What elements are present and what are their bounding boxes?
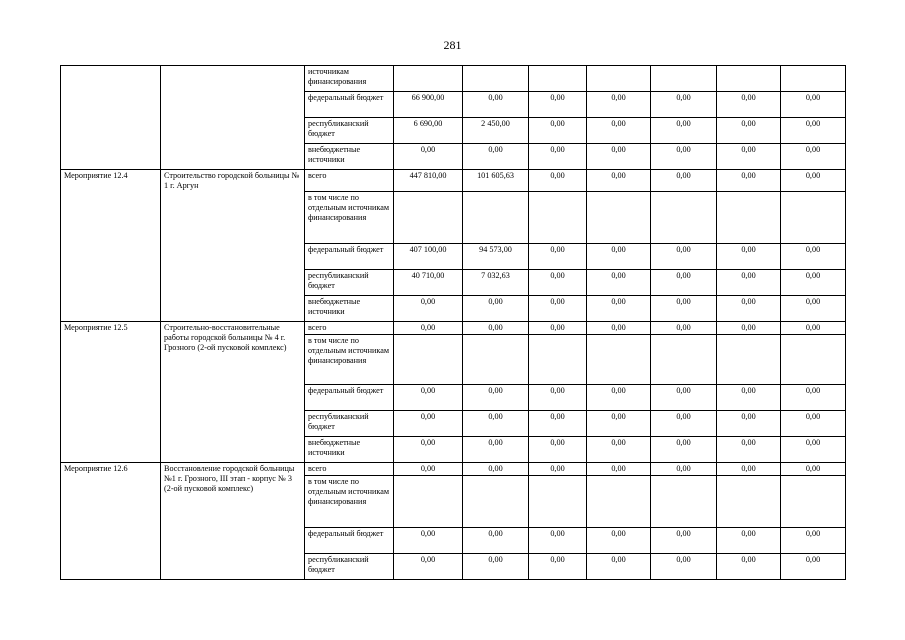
value-cell: 0,00 bbox=[781, 554, 846, 580]
value-cell: 0,00 bbox=[651, 322, 717, 335]
value-cell bbox=[651, 192, 717, 244]
value-cell bbox=[587, 66, 651, 92]
table-row bbox=[61, 463, 846, 476]
value-cell: 0,00 bbox=[394, 144, 463, 170]
value-cell: 7 032,63 bbox=[463, 270, 529, 296]
value-cell: 0,00 bbox=[587, 554, 651, 580]
value-cell bbox=[463, 335, 529, 385]
value-cell: 0,00 bbox=[587, 322, 651, 335]
source-label: в том числе по отдельным источникам финансирования bbox=[305, 335, 394, 385]
value-cell: 0,00 bbox=[463, 92, 529, 118]
budget-table-body bbox=[61, 66, 846, 580]
page-number: 281 bbox=[443, 38, 462, 52]
value-cell: 0,00 bbox=[717, 554, 781, 580]
value-cell: 0,00 bbox=[781, 528, 846, 554]
value-cell bbox=[717, 66, 781, 92]
value-cell: 0,00 bbox=[463, 296, 529, 322]
value-cell: 0,00 bbox=[717, 411, 781, 437]
source-label: республиканский бюджет bbox=[305, 270, 394, 296]
value-cell: 0,00 bbox=[717, 296, 781, 322]
value-cell: 0,00 bbox=[781, 463, 846, 476]
value-cell: 0,00 bbox=[651, 118, 717, 144]
value-cell bbox=[587, 335, 651, 385]
measure-name-cell bbox=[161, 66, 305, 170]
value-cell: 407 100,00 bbox=[394, 244, 463, 270]
source-label: внебюджетные источники bbox=[305, 437, 394, 463]
value-cell bbox=[717, 335, 781, 385]
value-cell: 0,00 bbox=[717, 244, 781, 270]
value-cell: 0,00 bbox=[463, 528, 529, 554]
value-cell bbox=[394, 66, 463, 92]
measure-name-cell: Строительство городской больницы № 1 г. Аргун bbox=[161, 170, 305, 322]
value-cell: 0,00 bbox=[529, 463, 587, 476]
value-cell: 94 573,00 bbox=[463, 244, 529, 270]
value-cell: 0,00 bbox=[587, 92, 651, 118]
value-cell: 0,00 bbox=[781, 322, 846, 335]
value-cell: 0,00 bbox=[651, 244, 717, 270]
value-cell bbox=[587, 476, 651, 528]
value-cell: 0,00 bbox=[394, 437, 463, 463]
source-label: федеральный бюджет bbox=[305, 244, 394, 270]
value-cell: 0,00 bbox=[394, 296, 463, 322]
value-cell bbox=[394, 192, 463, 244]
value-cell: 6 690,00 bbox=[394, 118, 463, 144]
value-cell bbox=[394, 335, 463, 385]
value-cell: 0,00 bbox=[587, 270, 651, 296]
value-cell: 0,00 bbox=[651, 411, 717, 437]
measure-cell: Мероприятие 12.5 bbox=[61, 322, 161, 463]
value-cell: 0,00 bbox=[529, 296, 587, 322]
value-cell: 0,00 bbox=[651, 270, 717, 296]
value-cell: 0,00 bbox=[781, 411, 846, 437]
measure-cell bbox=[61, 66, 161, 170]
value-cell: 0,00 bbox=[463, 322, 529, 335]
value-cell: 0,00 bbox=[587, 118, 651, 144]
value-cell bbox=[717, 476, 781, 528]
table-row bbox=[61, 170, 846, 192]
value-cell: 0,00 bbox=[587, 170, 651, 192]
value-cell: 0,00 bbox=[781, 118, 846, 144]
budget-table bbox=[60, 65, 846, 580]
value-cell: 0,00 bbox=[781, 270, 846, 296]
value-cell bbox=[651, 335, 717, 385]
value-cell: 0,00 bbox=[651, 385, 717, 411]
value-cell bbox=[463, 476, 529, 528]
value-cell: 0,00 bbox=[781, 296, 846, 322]
value-cell: 0,00 bbox=[717, 92, 781, 118]
value-cell: 0,00 bbox=[717, 322, 781, 335]
value-cell bbox=[529, 335, 587, 385]
value-cell: 0,00 bbox=[781, 385, 846, 411]
value-cell: 0,00 bbox=[651, 463, 717, 476]
value-cell: 0,00 bbox=[529, 92, 587, 118]
value-cell: 2 450,00 bbox=[463, 118, 529, 144]
value-cell: 0,00 bbox=[587, 144, 651, 170]
value-cell: 0,00 bbox=[463, 144, 529, 170]
value-cell: 0,00 bbox=[529, 118, 587, 144]
value-cell: 0,00 bbox=[463, 437, 529, 463]
value-cell: 0,00 bbox=[717, 437, 781, 463]
measure-cell: Мероприятие 12.6 bbox=[61, 463, 161, 580]
value-cell: 0,00 bbox=[781, 144, 846, 170]
value-cell: 0,00 bbox=[587, 528, 651, 554]
value-cell: 0,00 bbox=[587, 437, 651, 463]
source-label: республиканский бюджет bbox=[305, 411, 394, 437]
value-cell: 0,00 bbox=[394, 385, 463, 411]
value-cell: 0,00 bbox=[717, 170, 781, 192]
value-cell: 0,00 bbox=[651, 144, 717, 170]
value-cell bbox=[394, 476, 463, 528]
value-cell bbox=[781, 335, 846, 385]
value-cell: 0,00 bbox=[394, 322, 463, 335]
source-label: источникам финансирования bbox=[305, 66, 394, 92]
value-cell: 0,00 bbox=[529, 411, 587, 437]
value-cell: 0,00 bbox=[587, 385, 651, 411]
value-cell: 0,00 bbox=[587, 411, 651, 437]
value-cell: 0,00 bbox=[651, 528, 717, 554]
value-cell: 0,00 bbox=[717, 385, 781, 411]
table-row bbox=[61, 322, 846, 335]
source-label: в том числе по отдельным источникам финансирования bbox=[305, 192, 394, 244]
value-cell: 0,00 bbox=[717, 144, 781, 170]
value-cell: 0,00 bbox=[587, 463, 651, 476]
source-label: республиканский бюджет bbox=[305, 554, 394, 580]
value-cell: 0,00 bbox=[717, 528, 781, 554]
value-cell: 0,00 bbox=[394, 528, 463, 554]
value-cell: 0,00 bbox=[529, 554, 587, 580]
value-cell bbox=[717, 192, 781, 244]
value-cell: 0,00 bbox=[651, 554, 717, 580]
value-cell: 0,00 bbox=[463, 463, 529, 476]
value-cell: 0,00 bbox=[529, 144, 587, 170]
source-label: республиканский бюджет bbox=[305, 118, 394, 144]
value-cell: 0,00 bbox=[529, 385, 587, 411]
value-cell: 0,00 bbox=[587, 244, 651, 270]
value-cell: 0,00 bbox=[717, 463, 781, 476]
value-cell: 0,00 bbox=[717, 270, 781, 296]
value-cell bbox=[463, 66, 529, 92]
value-cell bbox=[529, 476, 587, 528]
measure-cell: Мероприятие 12.4 bbox=[61, 170, 161, 322]
source-label: федеральный бюджет bbox=[305, 528, 394, 554]
value-cell: 0,00 bbox=[781, 244, 846, 270]
source-label: в том числе по отдельным источникам финансирования bbox=[305, 476, 394, 528]
value-cell: 0,00 bbox=[717, 118, 781, 144]
value-cell: 0,00 bbox=[463, 411, 529, 437]
value-cell: 0,00 bbox=[651, 92, 717, 118]
source-label: всего bbox=[305, 463, 394, 476]
source-label: всего bbox=[305, 170, 394, 192]
value-cell: 0,00 bbox=[781, 437, 846, 463]
value-cell bbox=[529, 192, 587, 244]
value-cell: 0,00 bbox=[651, 296, 717, 322]
value-cell: 66 900,00 bbox=[394, 92, 463, 118]
value-cell: 0,00 bbox=[587, 296, 651, 322]
value-cell: 0,00 bbox=[651, 170, 717, 192]
value-cell bbox=[529, 66, 587, 92]
value-cell: 40 710,00 bbox=[394, 270, 463, 296]
source-label: федеральный бюджет bbox=[305, 385, 394, 411]
value-cell: 0,00 bbox=[394, 463, 463, 476]
value-cell: 447 810,00 bbox=[394, 170, 463, 192]
value-cell bbox=[781, 66, 846, 92]
value-cell bbox=[651, 476, 717, 528]
value-cell: 0,00 bbox=[529, 322, 587, 335]
value-cell: 0,00 bbox=[394, 411, 463, 437]
source-label: федеральный бюджет bbox=[305, 92, 394, 118]
value-cell: 0,00 bbox=[529, 170, 587, 192]
table-row bbox=[61, 66, 846, 92]
value-cell: 0,00 bbox=[394, 554, 463, 580]
value-cell: 0,00 bbox=[651, 437, 717, 463]
value-cell: 0,00 bbox=[463, 385, 529, 411]
value-cell bbox=[651, 66, 717, 92]
value-cell bbox=[587, 192, 651, 244]
value-cell: 0,00 bbox=[529, 528, 587, 554]
value-cell: 0,00 bbox=[529, 244, 587, 270]
value-cell bbox=[781, 192, 846, 244]
value-cell: 0,00 bbox=[781, 92, 846, 118]
measure-name-cell: Восстановление городской больницы №1 г. Грозного, III этап - корпус № 3 (2-ой пусковой комплекс) bbox=[161, 463, 305, 580]
value-cell: 0,00 bbox=[529, 270, 587, 296]
value-cell: 0,00 bbox=[781, 170, 846, 192]
value-cell: 0,00 bbox=[463, 554, 529, 580]
value-cell bbox=[463, 192, 529, 244]
source-label: всего bbox=[305, 322, 394, 335]
value-cell: 101 605,63 bbox=[463, 170, 529, 192]
value-cell bbox=[781, 476, 846, 528]
source-label: внебюджетные источники bbox=[305, 144, 394, 170]
source-label: внебюджетные источники bbox=[305, 296, 394, 322]
measure-name-cell: Строительно-восстановительные работы городской больницы № 4 г. Грозного (2-ой пусковой комплекс) bbox=[161, 322, 305, 463]
value-cell: 0,00 bbox=[529, 437, 587, 463]
